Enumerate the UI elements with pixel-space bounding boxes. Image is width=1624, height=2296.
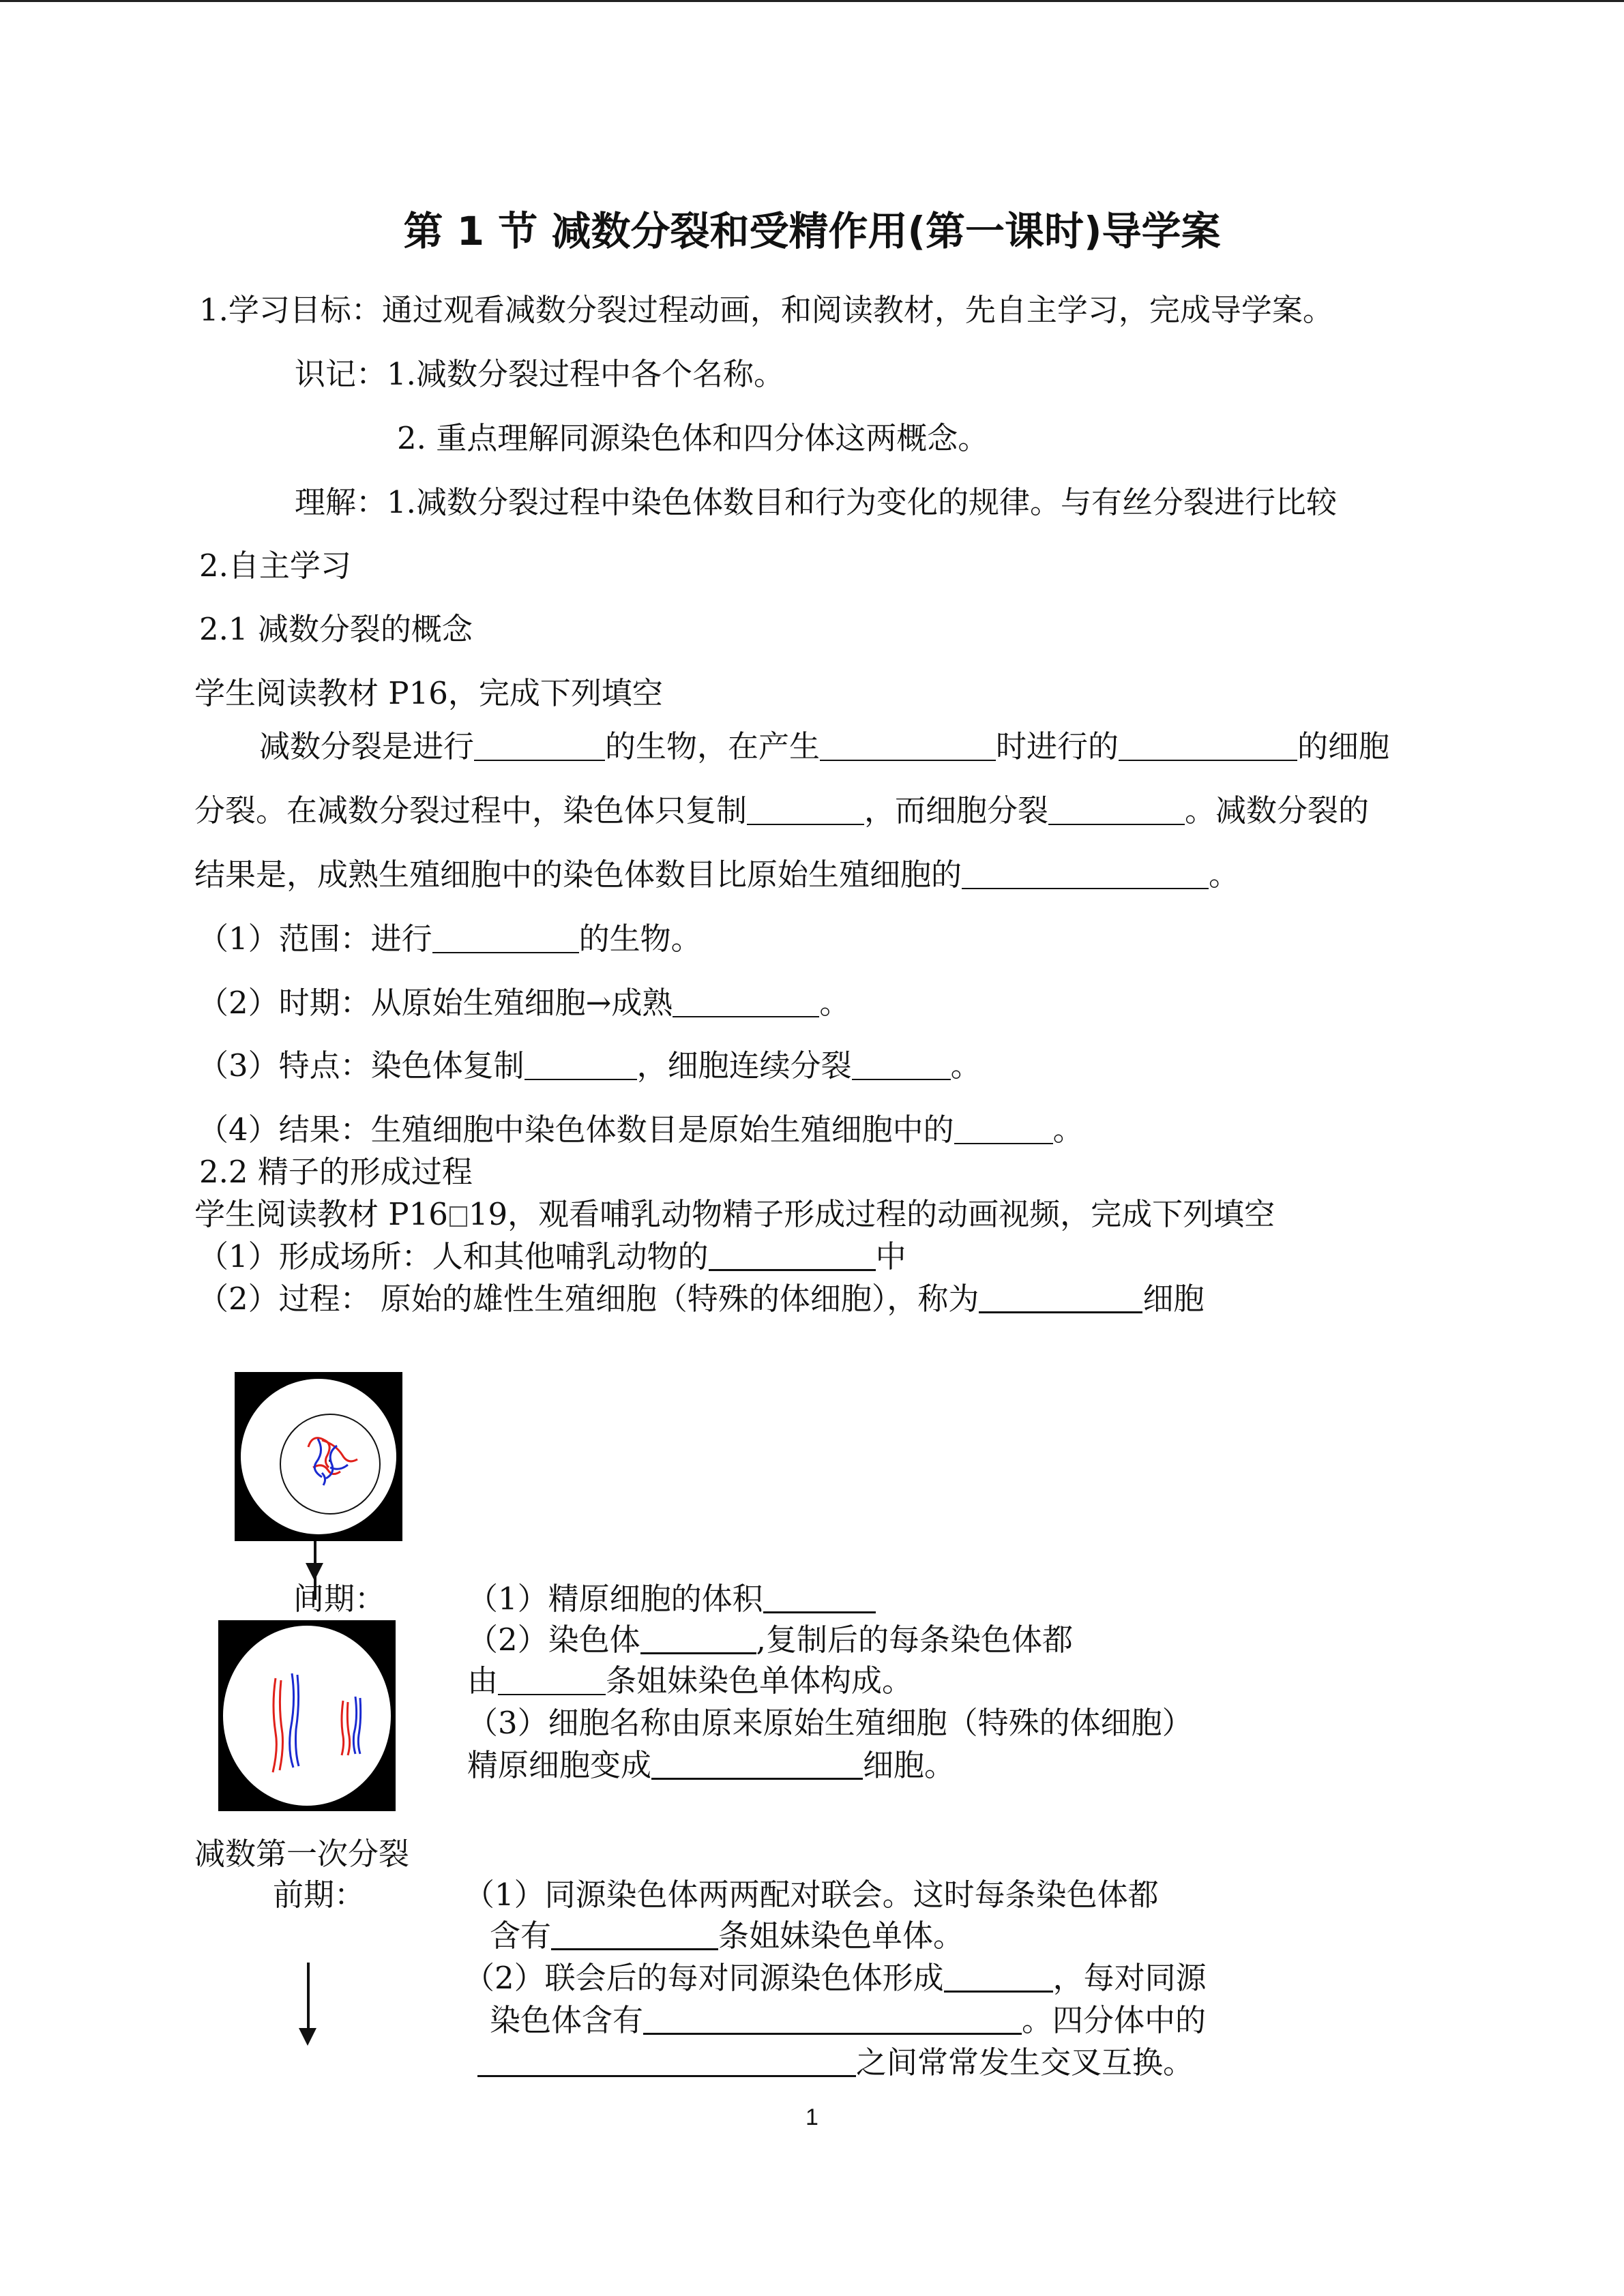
answer-blank[interactable] xyxy=(477,2044,856,2077)
prophase-q1: （1）同源染色体两两配对联会。这时每条染色体都 xyxy=(464,1877,1159,1913)
self-study-heading: 2.自主学习 xyxy=(199,548,351,584)
interphase-label: 间期： xyxy=(293,1581,386,1617)
text-fragment: （1）精原细胞的体积 xyxy=(467,1581,763,1617)
prophase-q1-cont xyxy=(490,1918,964,1954)
answer-blank[interactable] xyxy=(763,1581,876,1613)
text-fragment: 时进行的 xyxy=(996,728,1119,764)
answer-blank[interactable] xyxy=(820,729,996,761)
prophase-q2-end xyxy=(477,2044,1194,2081)
formation-place xyxy=(198,1238,906,1275)
interphase-q3: （3）细胞名称由原来原始生殖细胞（特殊的体细胞） xyxy=(467,1705,1193,1741)
text-fragment: 减数分裂是进行 xyxy=(259,728,475,764)
goal-heading: 1.学习目标：通过观看减数分裂过程动画，和阅读教材，先自主学习，完成导学案。 xyxy=(199,292,1333,328)
arrow-head-icon xyxy=(306,1563,323,1581)
text-fragment: 分裂。在减数分裂过程中，染色体只复制 xyxy=(194,792,748,829)
text-fragment: （1）范围：进行 xyxy=(198,921,432,957)
spermatogonium-figure xyxy=(235,1372,402,1541)
arrow-head-icon xyxy=(299,2028,316,2046)
text-fragment: 结果是，成熟生殖细胞中的染色体数目比原始生殖细胞的 xyxy=(194,856,962,893)
text-fragment: 的细胞 xyxy=(1297,728,1390,764)
definition-line-1 xyxy=(259,728,1389,765)
interphase-q2-cont xyxy=(467,1663,913,1699)
text-fragment: （2）联会后的每对同源染色体形成 xyxy=(464,1960,944,1996)
interphase-q2 xyxy=(467,1622,1073,1658)
interphase-figure xyxy=(218,1620,396,1811)
text-fragment: 条姐妹染色单体构成。 xyxy=(606,1663,913,1699)
answer-blank[interactable] xyxy=(954,1112,1053,1144)
text-fragment: 。 xyxy=(1052,1112,1084,1148)
text-fragment: ,复制后的每条染色体都 xyxy=(756,1622,1073,1658)
interphase-q1 xyxy=(467,1581,876,1617)
text-fragment: 的生物，在产生 xyxy=(605,728,821,764)
answer-blank[interactable] xyxy=(525,1048,637,1080)
read-instruction-2 xyxy=(194,1196,1275,1233)
text-fragment: 。 xyxy=(819,985,851,1021)
answer-blank[interactable] xyxy=(673,985,819,1017)
interphase-q3-cont xyxy=(467,1747,955,1784)
answer-blank[interactable] xyxy=(852,1048,951,1080)
remember-item-1: 1.减数分裂过程中各个名称。 xyxy=(387,356,784,392)
understand-label: 理解： xyxy=(295,484,387,520)
text-fragment: 。 xyxy=(1209,856,1240,893)
item-result xyxy=(198,1112,1084,1148)
formation-process xyxy=(198,1281,1204,1317)
subsection-heading-2-2: 2.2 精子的形成过程 xyxy=(199,1154,473,1190)
answer-blank[interactable] xyxy=(1048,793,1185,825)
remember-label: 识记： xyxy=(295,356,387,392)
arrow-down xyxy=(307,1963,310,2031)
remember-line-1 xyxy=(295,356,784,393)
prophase-label: 前期： xyxy=(273,1877,366,1913)
text-fragment: （3）特点：染色体复制 xyxy=(198,1047,525,1084)
text-fragment: （2）染色体 xyxy=(467,1622,640,1658)
page-title: 第 1 节 减数分裂和受精作用(第一课时)导学案 xyxy=(403,208,1221,254)
top-border-line xyxy=(0,0,1624,2)
text-fragment: 条姐妹染色单体。 xyxy=(718,1918,964,1954)
item-feature xyxy=(198,1047,981,1084)
remember-item-2: 2. 重点理解同源染色体和四分体这两概念。 xyxy=(397,420,989,456)
missing-glyph-box xyxy=(449,1206,467,1227)
answer-blank[interactable] xyxy=(551,1918,718,1950)
read-instruction-1: 学生阅读教材 P16，完成下列填空 xyxy=(194,675,663,711)
answer-blank[interactable] xyxy=(474,729,605,761)
text-fragment: 染色体含有 xyxy=(490,2002,644,2038)
answer-blank[interactable] xyxy=(944,1960,1053,1993)
text-fragment: 细胞。 xyxy=(863,1747,956,1783)
text-fragment: 含有 xyxy=(490,1918,552,1954)
item-range xyxy=(198,921,702,957)
answer-blank[interactable] xyxy=(962,857,1209,889)
text-fragment: 。减数分裂的 xyxy=(1185,792,1370,829)
prophase-q2 xyxy=(464,1960,1207,1997)
text-fragment: ，每对同源 xyxy=(1052,1960,1207,1996)
answer-blank[interactable] xyxy=(640,1622,756,1654)
meiosis-1-label: 减数第一次分裂 xyxy=(194,1836,410,1872)
text-fragment: 的生物。 xyxy=(578,921,702,957)
text-fragment: ，细胞连续分裂 xyxy=(636,1047,852,1084)
definition-line-3 xyxy=(194,856,1239,893)
subsection-heading-2-1: 2.1 减数分裂的概念 xyxy=(199,611,473,647)
text-fragment: 精原细胞变成 xyxy=(467,1747,652,1783)
answer-blank[interactable] xyxy=(432,921,579,953)
text-fragment: 细胞 xyxy=(1142,1281,1205,1317)
understand-item-1: 1.减数分裂过程中染色体数目和行为变化的规律。与有丝分裂进行比较 xyxy=(387,484,1337,520)
answer-blank[interactable] xyxy=(709,1238,876,1271)
text-fragment: 19，观看哺乳动物精子形成过程的动画视频，完成下列填空 xyxy=(468,1196,1275,1232)
text-fragment: 由 xyxy=(467,1663,499,1699)
prophase-q2-cont xyxy=(490,2002,1206,2039)
answer-blank[interactable] xyxy=(643,2002,1022,2035)
answer-blank[interactable] xyxy=(498,1663,606,1695)
page-number: 1 xyxy=(806,2104,818,2130)
interphase-diagram xyxy=(218,1620,396,1811)
definition-line-2 xyxy=(194,792,1369,829)
answer-blank[interactable] xyxy=(747,793,864,825)
text-fragment: 。 xyxy=(950,1047,981,1084)
text-fragment: ，而细胞分裂 xyxy=(864,792,1049,829)
text-fragment: （4）结果：生殖细胞中染色体数目是原始生殖细胞中的 xyxy=(198,1112,954,1148)
text-fragment: （2）过程： 原始的雄性生殖细胞（特殊的体细胞），称为 xyxy=(198,1281,979,1317)
answer-blank[interactable] xyxy=(1119,729,1297,761)
understand-line xyxy=(295,484,1337,521)
answer-blank[interactable] xyxy=(979,1281,1142,1313)
text-fragment: （2）时期：从原始生殖细胞→成熟 xyxy=(198,985,673,1021)
spermatogonium-diagram xyxy=(235,1372,402,1541)
text-fragment: 之间常常发生交叉互换。 xyxy=(856,2044,1194,2081)
text-fragment: 中 xyxy=(875,1238,906,1274)
text-fragment: 学生阅读教材 P16 xyxy=(194,1196,448,1232)
text-fragment: 。四分体中的 xyxy=(1022,2002,1207,2038)
answer-blank[interactable] xyxy=(651,1747,863,1780)
text-fragment: （1）形成场所：人和其他哺乳动物的 xyxy=(198,1238,709,1274)
item-period xyxy=(198,985,850,1022)
